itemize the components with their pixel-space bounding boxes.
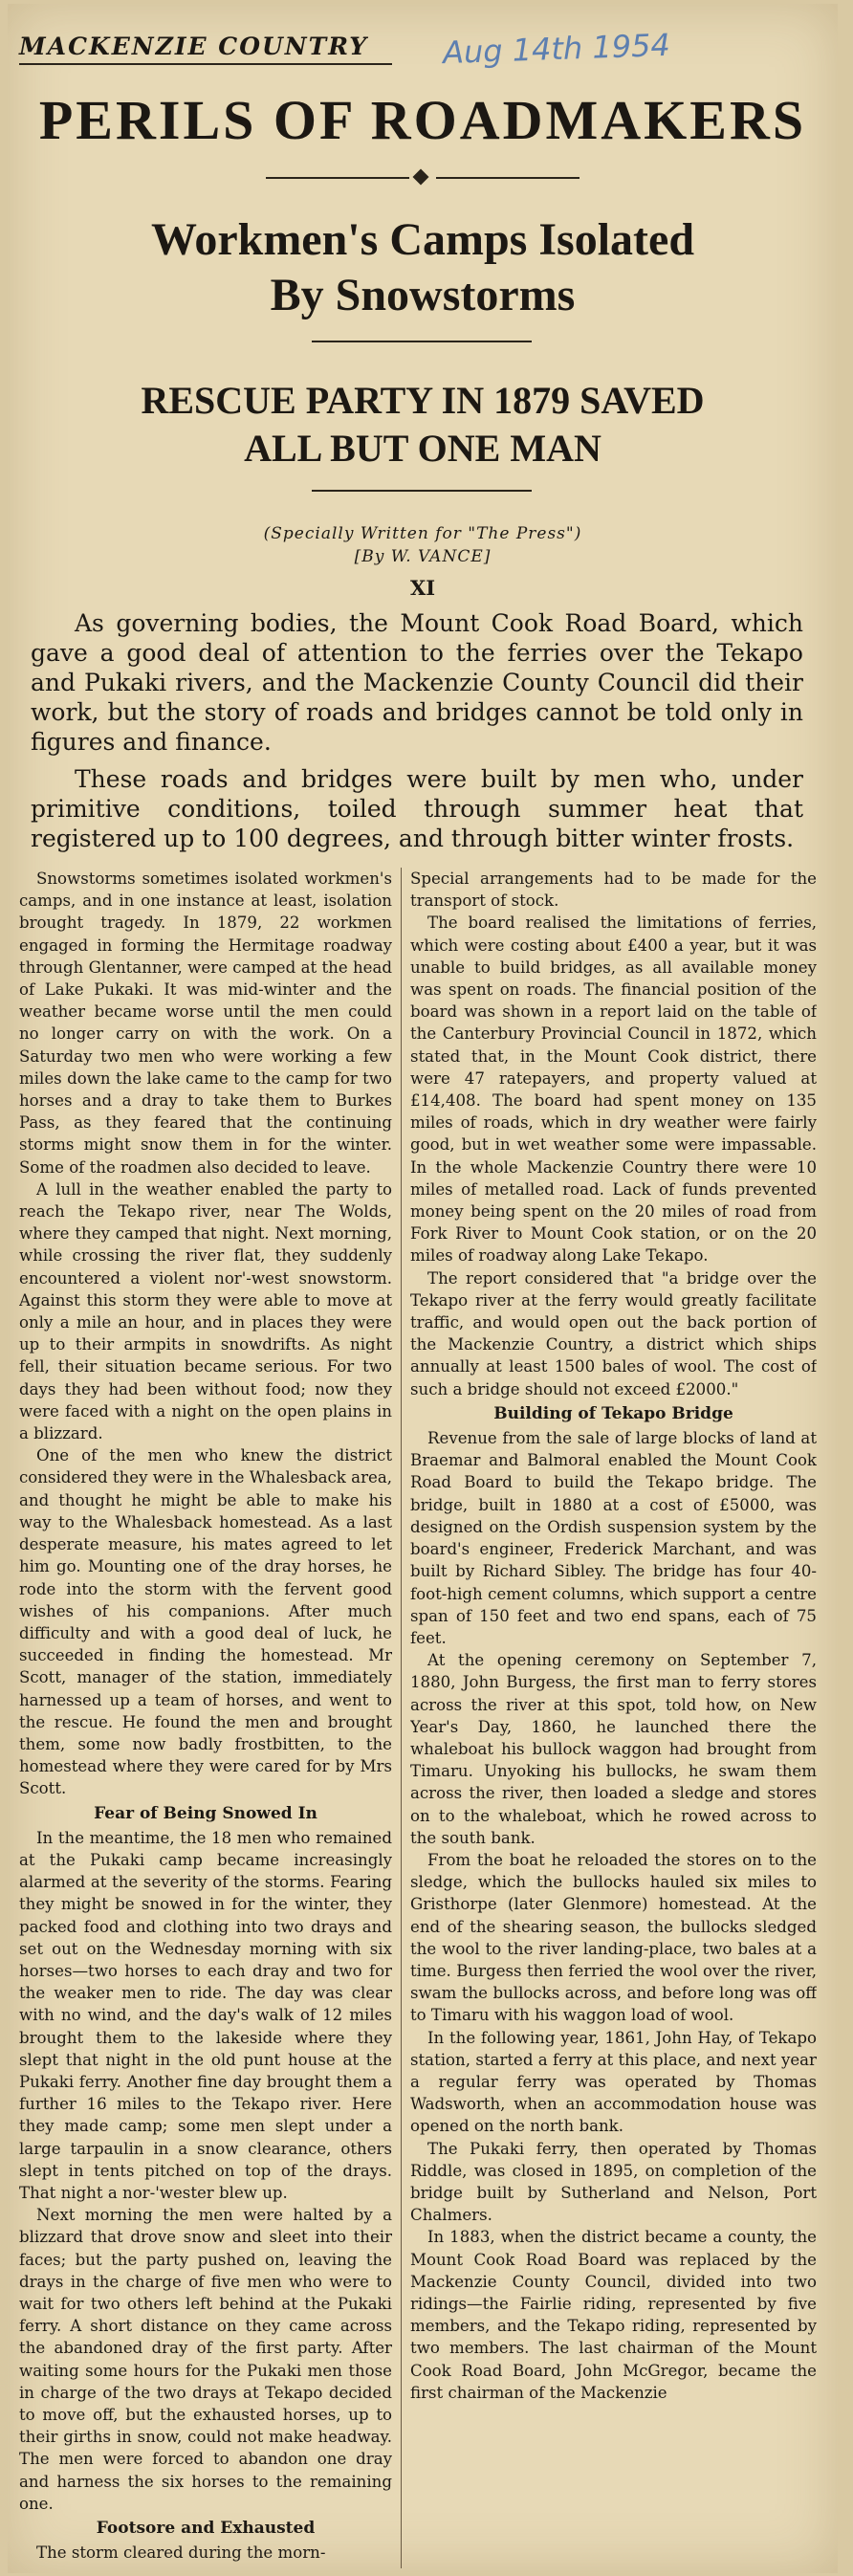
body-paragraph: At the opening ceremony on September 7, 1880, John Burgess, the first man to ferry stores across the river at this spot, told how, on New Year's Day, 1860, he launched there the whaleboat his bullock waggon had brought from Timaru. Unyoking his bullocks, he swam them across the river, then loaded a sledge and stores on to the whaleboat, which he rowed across to the south bank. [410,1651,817,1847]
left-column [19,868,392,2570]
body-paragraph: One of the men who knew the district considered they were in the Whalesback area, and thought he might be able to make his way to the Whalesback homestead. As a last desperate measure, his mates agreed to let him go. Mounting one of the dray horses, he rode into the storm with the fervent good wishes of his companions. After much difficulty and with a good deal of luck, he succeeded in finding the homestead. Mr Scott, manager of the station, immediately harnessed up a team of horses, and went to the rescue. He found the men and brought them, some now badly frostbitten, to the homestead where they were cared for by Mrs Scott. [19,1446,392,1798]
byline [8,522,838,568]
section-heading: Fear of Being Snowed In [94,1803,317,1823]
body-paragraph: A lull in the weather enabled the party to reach the Tekapo river, near The Wolds, where they camped that night. Next morning, while crossing the river flat, they suddenly encountered a violent nor'-west snowstorm. Against this storm they were able to move at only a mile an hour, and in places they were up to their armpits in snowdrifts. As night fell, their situation became serious. For two days they had been without food; now they were faced with a night on the open plains in a blizzard. [19,1179,392,1443]
headline: PERILS OF ROADMAKERS [38,89,807,151]
body-paragraph: The board realised the limitations of ferries, which were costing about £400 a year, but it was unable to build bridges, as all available money was spent on roads. The financial position of the board was shown in a report laid on the table of the Canterbury Provincial Council in 1872, which stated that, in the Mount Cook district, there were 47 ratepayers, and property valued at £14,408. The board had spent money on 135 miles of roads, which in dry weather were fairly good, but in wet weather some were impassable. In the whole Mackenzie Country there were 10 miles of metalled road. Lack of funds prevented money being spent on the 20 miles of road from Fork River to Mount Cook station, or on the 20 miles of roadway along Lake Tekapo. [410,914,817,1266]
subhead-rule [312,341,532,342]
section-heading: Footsore and Exhausted [96,2519,316,2539]
part-number: XI [409,576,436,600]
newspaper-clipping [8,4,838,2573]
body-paragraph: Next morning the men were halted by a blizzard that drove snow and sleet into their faces; but the party pushed on, leaving the drays in the charge of five men who were to wait for two others left behind at the Pukaki ferry. A short distance on they came across the abandoned dray of the first party. After waiting some hours for the Pukaki men those in charge of the two drays at Tekapo decided to move off, but the exhausted horses, up to their girths in snow, could not make headway. The men were forced to abandon one dray and harness the six horses to the remaining one. [19,2206,392,2513]
body-paragraph: In the following year, 1861, John Hay, of Tekapo station, started a ferry at this place, and next year a regular ferry was operated by Thomas Wadsworth, when an accommodation house was opened on the north bank. [410,2028,817,2136]
section-rule [19,63,392,65]
handwritten-date: Aug 14th 1954 [442,26,671,72]
body-paragraph: The report considered that "a bridge over the Tekapo river at the ferry would greatly facilitate traffic, and would open out the back portion of the Mackenzie Country, a district which ships annually at least 1500 bales of wool. The cost of such a bridge should not exceed £2000." [410,1268,817,1398]
subhead-line-1: Workmen's Camps Isolated [150,214,695,265]
ornament-divider [8,168,838,187]
deck-rule [312,490,532,492]
deck-line-2: ALL BUT ONE MAN [244,427,601,470]
intro-paragraph-1: As governing bodies, the Mount Cook Road Board, which gave a good deal of attention to the ferries over the Tekapo and Pukaki rivers, and the Mackenzie County Council did their work, but the story of roads and bridges cannot be told only in figures and finance. [31,609,803,756]
right-column [410,868,817,2570]
body-paragraph: Special arrangements had to be made for the transport of stock. [410,870,817,911]
intro-paragraph-2: These roads and bridges were built by men who, under primitive conditions, toiled through summer heat that registered up to 100 degrees, and through bitter winter frosts. [31,765,803,852]
body-paragraph: From the boat he reloaded the stores on to the sledge, which the bullocks hauled six miles to Gristhorpe (later Glenmore) homestead. At the end of the shearing season, the bullocks sledged the wool to the river landing-place, two bales at a time. Burgess then ferried the wool over the river, swam the bullocks across, and before long was off to Timaru with his waggon load of wool. [410,1850,817,2025]
body-paragraph: Revenue from the sale of large blocks of land at Braemar and Balmoral enabled the Mount Cook Road Board to build the Tekapo bridge. The bridge, built in 1880 at a cost of £5000, was designed on the Ordish suspension system by the board's engineer, Frederick Marchant, and was built by Richard Sibley. The bridge has four 40-foot-high cement columns, which support a centre span of 150 feet and two end spans, each of 75 feet. [410,1429,817,1647]
body-paragraph: The Pukaki ferry, then operated by Thomas Riddle, was closed in 1895, on completion of the bridge built by Sutherland and Nelson, Port Chalmers. [410,2139,817,2225]
column-divider [401,868,402,2568]
subhead [8,212,838,323]
body-paragraph: In 1883, when the district became a county, the Mount Cook Road Board was replaced by the Mackenzie County Council, divided into two ridings—the Fairlie riding, represented by five members, and the Tekapo riding, represented by two members. The last chairman of the Mount Cook Road Board, John McGregor, became the first chairman of the Mackenzie [410,2228,817,2402]
byline-author: [By W. VANCE] [354,547,492,566]
subhead-line-2: By Snowstorms [270,270,576,320]
deck-headline [8,377,838,473]
section-label: MACKENZIE COUNTRY [19,33,369,60]
body-paragraph: Snowstorms sometimes isolated workmen's camps, and in one instance at least, isolation brought tragedy. In 1879, 22 workmen engaged in forming the Hermitage roadway through Glentanner, were camped at the head of Lake Pukaki. It was mid-winter and the weather became worse until the men could no longer carry on with the work. On a Saturday two men who were working a few miles down the lake came to the camp for two horses and a dray to take them to Burkes Pass, as they feared that the continuing storms might snow them in for the winter. Some of the roadmen also decided to leave. [19,870,392,1177]
body-paragraph: The storm cleared during the morn- [36,2543,326,2563]
section-heading: Building of Tekapo Bridge [493,1403,733,1423]
deck-line-1: RESCUE PARTY IN 1879 SAVED [141,379,705,422]
body-paragraph: In the meantime, the 18 men who remained at the Pukaki camp became increasingly alarmed at the severity of the storms. Fearing they might be snowed in for the winter, they packed food and clothing into two drays and set out on the Wednesday morning with six horses—two horses to each dray and two for the weaker men to ride. The day was clear with no wind, and the day's walk of 12 miles brought them to the lakeside where they slept that night in the old punt house at the Pukaki ferry. Another fine day brought them a further 16 miles to the Tekapo river. Here they made camp; some men slept under a large tarpaulin in a snow clearance, others slept in tents pitched on top of the drays. That night a nor-'wester blew up. [19,1828,392,2202]
byline-written-for: (Specially Written for "The Press") [263,524,582,543]
